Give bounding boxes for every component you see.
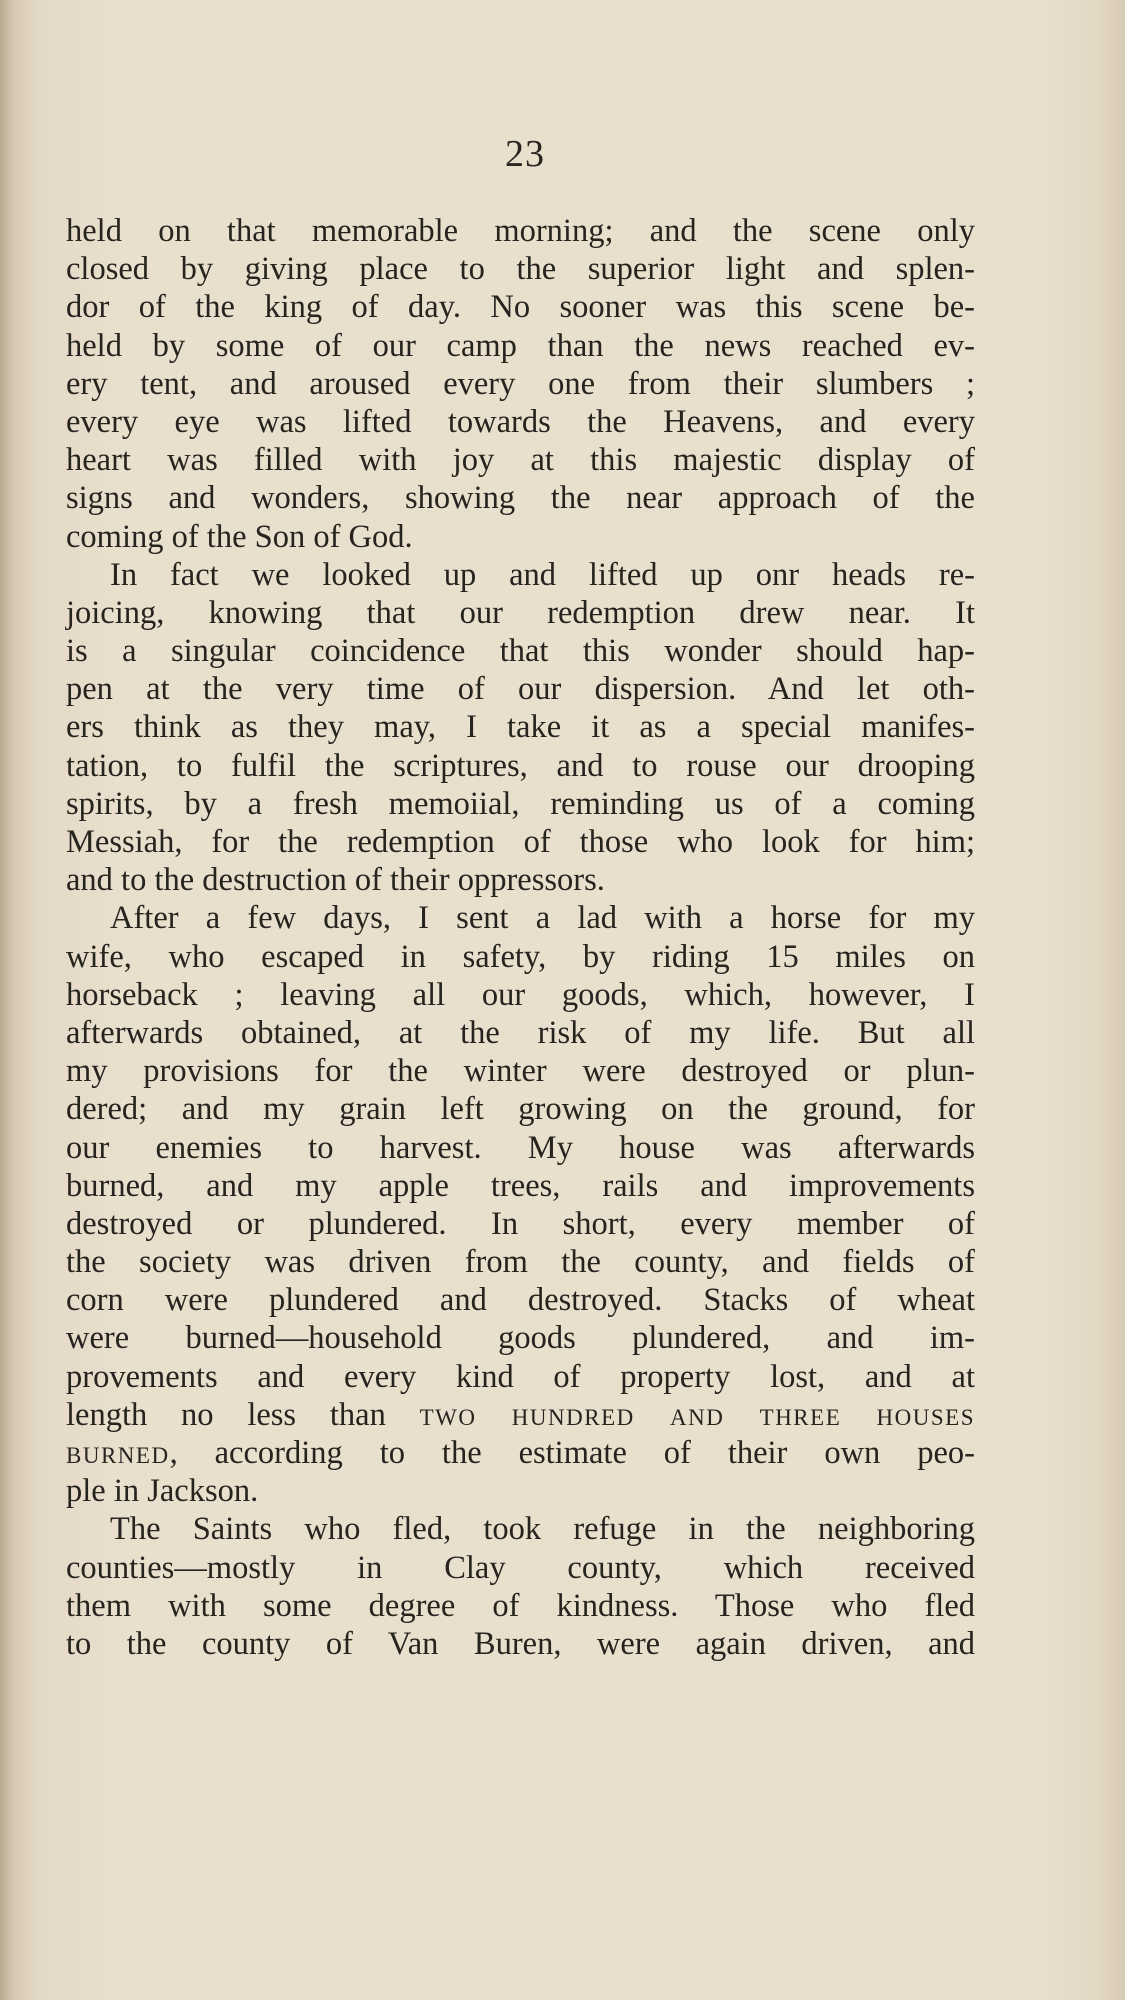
line-text: dered; and my grain left growing on the ground, for <box>66 1091 975 1128</box>
text-line <box>66 670 975 708</box>
line-text: ery tent, and aroused every one from their slumbers ; <box>66 365 975 402</box>
text-line <box>66 1396 975 1434</box>
text-line <box>66 1319 975 1357</box>
line-text: Messiah, for the redemption of those who look for him; <box>66 824 975 860</box>
line-text: After a few days, I sent a lad with a horse for my <box>110 900 975 937</box>
text-line <box>66 403 975 441</box>
line-text: held by some of our camp than the news reached ev- <box>66 327 975 364</box>
line-text: horseback ; leaving all our goods, which, however, I <box>66 976 975 1013</box>
text-line <box>66 632 975 670</box>
line-text: corn were plundered and destroyed. Stacks of wheat <box>66 1282 975 1319</box>
line-text: every eye was lifted towards the Heavens, and every <box>66 403 975 440</box>
line-text: joicing, knowing that our redemption drew near. It <box>66 594 975 631</box>
line-text: burned, and my apple trees, rails and improvements <box>66 1167 975 1204</box>
text-line <box>66 1549 975 1587</box>
small-caps-text: burned <box>66 1435 170 1471</box>
line-text: counties—mostly in Clay county, which received <box>66 1549 975 1586</box>
text-line <box>66 479 975 517</box>
line-text: In fact we looked up and lifted up onr heads re- <box>110 556 975 593</box>
small-caps-text: two hundred and three houses <box>419 1396 975 1433</box>
text-line <box>66 861 975 899</box>
text-line <box>66 1510 975 1548</box>
line-text: The Saints who fled, took refuge in the neighboring <box>110 1511 975 1548</box>
line-text: dor of the king of day. No sooner was this scene be- <box>66 289 975 326</box>
text-line <box>66 1358 975 1396</box>
text-line <box>66 1090 975 1128</box>
text-line <box>66 1587 975 1625</box>
line-text: my provisions for the winter were destroyed or plun- <box>66 1053 975 1090</box>
line-text: the society was driven from the county, and fields of <box>66 1244 975 1281</box>
line-text: and to the destruction of their oppressors. <box>66 862 605 899</box>
line-text: , according to the estimate of their own peo- <box>169 1435 975 1471</box>
text-line <box>66 1281 975 1319</box>
line-text: to the county of Van Buren, were again driven, and <box>66 1625 975 1662</box>
text-line <box>66 327 975 365</box>
body-text <box>66 212 975 1663</box>
text-line <box>66 1167 975 1205</box>
text-line <box>66 556 975 594</box>
line-text: is a singular coincidence that this wonder should hap- <box>66 633 975 670</box>
line-text: signs and wonders, showing the near approach of the <box>66 480 975 517</box>
line-text: destroyed or plundered. In short, every member of <box>66 1205 975 1242</box>
line-text: ple in Jackson. <box>66 1473 259 1510</box>
line-text: them with some degree of kindness. Those who fled <box>66 1587 975 1624</box>
text-line <box>66 1625 975 1663</box>
text-line <box>66 899 975 937</box>
text-line <box>66 1129 975 1167</box>
text-line <box>66 1014 975 1052</box>
line-text: closed by giving place to the superior light and splen- <box>66 251 975 288</box>
line-text: held on that memorable morning; and the scene only <box>66 213 975 249</box>
line-text: length no less than <box>66 1396 420 1433</box>
text-line <box>66 212 975 250</box>
text-line <box>66 1472 975 1510</box>
line-text: spirits, by a fresh memoiial, reminding us of a coming <box>66 785 975 822</box>
text-line <box>66 823 975 861</box>
text-line <box>66 938 975 976</box>
line-text: tation, to fulfil the scriptures, and to rouse our drooping <box>66 747 975 784</box>
text-line <box>66 518 975 556</box>
line-text: wife, who escaped in safety, by riding 15 miles on <box>66 938 975 975</box>
text-line <box>66 1243 975 1281</box>
text-line <box>66 250 975 288</box>
text-line <box>66 1205 975 1243</box>
text-line <box>66 594 975 632</box>
line-text: coming of the Son of God. <box>66 518 413 555</box>
text-line <box>66 785 975 823</box>
line-text: provements and every kind of property lost, and at <box>66 1358 975 1395</box>
line-text: pen at the very time of our dispersion. And let oth- <box>66 671 975 708</box>
text-line <box>66 1434 975 1472</box>
text-line <box>66 365 975 403</box>
text-line <box>66 708 975 746</box>
line-text: afterwards obtained, at the risk of my life. But all <box>66 1014 975 1051</box>
page-number: 23 <box>505 133 545 175</box>
text-line <box>66 747 975 785</box>
line-text: ers think as they may, I take it as a special manifes- <box>66 709 975 746</box>
text-line <box>66 288 975 326</box>
line-text: were burned—household goods plundered, and im- <box>66 1320 975 1357</box>
text-line <box>66 1052 975 1090</box>
text-line <box>66 976 975 1014</box>
line-text: heart was filled with joy at this majestic display of <box>66 442 975 479</box>
text-line <box>66 441 975 479</box>
line-text: our enemies to harvest. My house was afterwards <box>66 1129 975 1166</box>
